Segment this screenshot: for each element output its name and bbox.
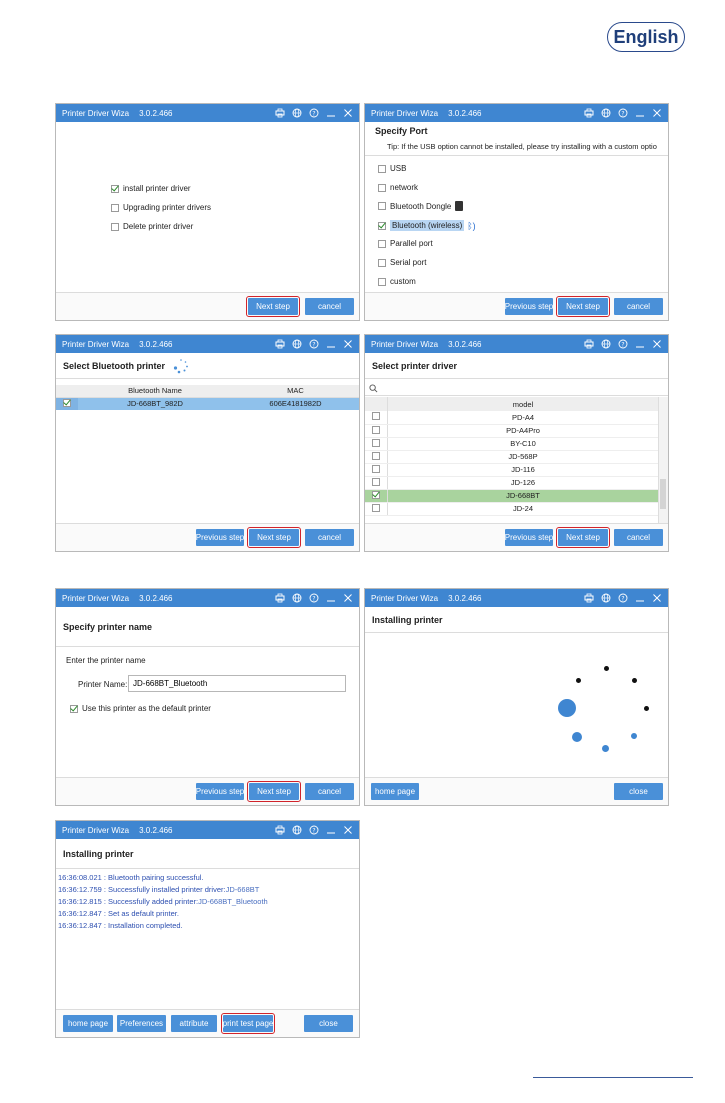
- printer-icon[interactable]: [584, 108, 594, 118]
- svg-text:?: ?: [621, 110, 625, 118]
- checkbox[interactable]: [378, 222, 386, 230]
- minimize-icon[interactable]: [326, 825, 336, 835]
- log-line: 16:36:12.759 : Successfully installed printer driver:JD-668BT: [58, 885, 260, 894]
- globe-icon[interactable]: [601, 339, 611, 349]
- button-bar: [56, 523, 359, 551]
- window-select-bluetooth: [55, 334, 360, 552]
- svg-text:?: ?: [312, 827, 316, 835]
- column-header: MAC: [232, 385, 359, 397]
- checkbox[interactable]: [378, 278, 386, 286]
- globe-icon[interactable]: [292, 825, 302, 835]
- window-title: Printer Driver Wiza: [62, 339, 130, 349]
- port-custom[interactable]: custom: [378, 277, 416, 286]
- model-cell: JD-24: [388, 502, 659, 515]
- button-bar: [365, 523, 668, 551]
- checkbox[interactable]: [63, 399, 71, 407]
- bluetooth-table: [56, 385, 359, 410]
- close-icon[interactable]: [343, 339, 353, 349]
- printer-name-input[interactable]: [128, 675, 346, 692]
- checkbox[interactable]: [378, 259, 386, 267]
- window-select-driver: [364, 334, 669, 552]
- scrollbar[interactable]: [658, 397, 668, 525]
- home-page-button[interactable]: home page: [63, 1015, 113, 1032]
- version-label: 3.0.2.466: [448, 593, 482, 603]
- svg-text:?: ?: [621, 595, 625, 603]
- next-step-button[interactable]: Next step: [249, 529, 299, 546]
- printer-name-label: Printer Name:: [78, 680, 128, 689]
- footer-divider: [533, 1077, 693, 1078]
- globe-icon[interactable]: [292, 339, 302, 349]
- button-bar: [56, 1009, 359, 1037]
- divider: [365, 155, 668, 156]
- minimize-icon[interactable]: [326, 339, 336, 349]
- table-row[interactable]: [365, 437, 658, 450]
- window-title: Printer Driver Wiza: [371, 339, 439, 349]
- model-cell: JD-668BT: [388, 489, 659, 502]
- button-bar: [365, 292, 668, 320]
- default-printer-option[interactable]: Use this printer as the default printer: [70, 704, 211, 713]
- section-heading: Specify Port: [375, 126, 428, 136]
- help-icon[interactable]: [309, 339, 319, 349]
- svg-text:?: ?: [312, 341, 316, 349]
- window-install-options: [55, 103, 360, 321]
- search-input[interactable]: [365, 383, 668, 396]
- printer-icon[interactable]: [584, 339, 594, 349]
- model-cell: PD-A4Pro: [388, 424, 659, 437]
- model-cell: BY-C10: [388, 437, 659, 450]
- window-title: Printer Driver Wiza: [371, 593, 439, 603]
- table-row[interactable]: [365, 411, 658, 424]
- checkbox[interactable]: [378, 202, 386, 210]
- close-icon[interactable]: [652, 339, 662, 349]
- checkbox[interactable]: [111, 204, 119, 212]
- window-installing: [364, 588, 669, 806]
- version-label: 3.0.2.466: [139, 825, 173, 835]
- section-heading: Specify printer name: [56, 607, 359, 647]
- column-header: model: [512, 399, 534, 409]
- close-icon[interactable]: [343, 108, 353, 118]
- help-icon[interactable]: [309, 825, 319, 835]
- globe-icon[interactable]: [292, 108, 302, 118]
- close-button[interactable]: close: [304, 1015, 353, 1032]
- checkbox[interactable]: [372, 465, 380, 473]
- table-row[interactable]: [56, 397, 359, 410]
- previous-step-button[interactable]: Previous step: [196, 529, 244, 546]
- section-heading: Select printer driver: [365, 353, 668, 379]
- version-label: 3.0.2.466: [448, 108, 482, 118]
- home-page-button[interactable]: home page: [371, 783, 419, 800]
- cancel-button[interactable]: cancel: [305, 298, 354, 315]
- window-title: Printer Driver Wiza: [62, 825, 130, 835]
- title-bar: [365, 104, 668, 122]
- title-bar: [56, 589, 359, 607]
- title-bar: [56, 104, 359, 122]
- table-row[interactable]: [365, 463, 658, 476]
- table-row[interactable]: [365, 450, 658, 463]
- globe-icon[interactable]: [601, 593, 611, 603]
- next-step-button[interactable]: Next step: [558, 298, 608, 315]
- option-upgrade[interactable]: Upgrading printer drivers: [111, 203, 211, 212]
- minimize-icon[interactable]: [635, 593, 645, 603]
- checkbox[interactable]: [372, 504, 380, 512]
- checkbox[interactable]: [378, 240, 386, 248]
- port-parallel[interactable]: Parallel port: [378, 239, 433, 248]
- scrollbar-thumb[interactable]: [660, 479, 666, 509]
- option-delete[interactable]: Delete printer driver: [111, 222, 193, 231]
- version-label: 3.0.2.466: [448, 339, 482, 349]
- close-icon[interactable]: [652, 593, 662, 603]
- checkbox[interactable]: [372, 412, 380, 420]
- printer-icon[interactable]: [275, 339, 285, 349]
- window-specify-port: [364, 103, 669, 321]
- window-install-log: [55, 820, 360, 1038]
- printer-icon[interactable]: [275, 593, 285, 603]
- title-bar: [56, 821, 359, 839]
- globe-icon[interactable]: [601, 108, 611, 118]
- log-line: 16:36:12.815 : Successfully added printer:JD-668BT_Bluetooth: [58, 897, 268, 906]
- language-badge[interactable]: English: [607, 22, 685, 52]
- search-icon: [369, 384, 378, 393]
- printer-icon[interactable]: [275, 108, 285, 118]
- title-bar: [365, 335, 668, 353]
- close-icon[interactable]: [652, 108, 662, 118]
- port-bluetooth-dongle[interactable]: Bluetooth Dongle: [378, 201, 463, 211]
- port-usb[interactable]: USB: [378, 164, 406, 173]
- table-row[interactable]: [365, 502, 658, 515]
- log-line: 16:36:12.847 : Set as default printer.: [58, 909, 179, 918]
- previous-step-button[interactable]: Previous step: [196, 783, 244, 800]
- help-icon[interactable]: [618, 339, 628, 349]
- preferences-button[interactable]: Preferences: [117, 1015, 166, 1032]
- checkbox[interactable]: [378, 184, 386, 192]
- checkbox[interactable]: [378, 165, 386, 173]
- previous-step-button[interactable]: Previous step: [505, 298, 553, 315]
- dongle-icon: [455, 201, 463, 211]
- title-bar: [56, 335, 359, 353]
- loading-spinner-icon: [173, 358, 189, 374]
- svg-text:?: ?: [312, 110, 316, 118]
- globe-icon[interactable]: [292, 593, 302, 603]
- cancel-button[interactable]: cancel: [614, 298, 663, 315]
- bluetooth-name-cell: JD-668BT_982D: [127, 399, 183, 409]
- cancel-button[interactable]: cancel: [305, 783, 354, 800]
- checkbox[interactable]: [372, 478, 380, 486]
- close-icon[interactable]: [343, 593, 353, 603]
- loading-spinner-icon: [365, 633, 668, 779]
- version-label: 3.0.2.466: [139, 593, 173, 603]
- model-cell: JD-116: [388, 463, 659, 476]
- model-cell: JD-568P: [388, 450, 659, 463]
- svg-text:?: ?: [621, 341, 625, 349]
- title-bar: [365, 589, 668, 607]
- log-line: 16:36:12.847 : Installation completed.: [58, 921, 183, 930]
- svg-text:?: ?: [312, 595, 316, 603]
- checkbox[interactable]: [372, 426, 380, 434]
- driver-table: [365, 397, 658, 516]
- mac-cell: 606E4181982D: [269, 399, 322, 409]
- section-heading: Installing printer: [56, 839, 359, 869]
- window-title: Printer Driver Wiza: [62, 108, 130, 118]
- help-icon[interactable]: [309, 108, 319, 118]
- model-cell: PD-A4: [388, 411, 659, 424]
- help-icon[interactable]: [618, 593, 628, 603]
- bluetooth-icon: ᛒ): [467, 220, 476, 231]
- minimize-icon[interactable]: [635, 108, 645, 118]
- cancel-button[interactable]: cancel: [614, 529, 663, 546]
- printer-icon[interactable]: [275, 825, 285, 835]
- button-bar: [56, 777, 359, 805]
- checkbox[interactable]: [372, 491, 380, 499]
- version-label: 3.0.2.466: [139, 339, 173, 349]
- table-row[interactable]: [365, 489, 658, 502]
- option-install[interactable]: install printer driver: [111, 184, 191, 193]
- window-title: Printer Driver Wiza: [62, 593, 130, 603]
- section-heading: Installing printer: [365, 607, 668, 633]
- print-test-page-button[interactable]: print test page: [223, 1015, 273, 1032]
- window-printer-name: [55, 588, 360, 806]
- checkbox[interactable]: [372, 439, 380, 447]
- model-cell: JD-126: [388, 476, 659, 489]
- previous-step-button[interactable]: Previous step: [505, 529, 553, 546]
- table-row[interactable]: [365, 424, 658, 437]
- install-log: [58, 872, 268, 932]
- port-network[interactable]: network: [378, 183, 418, 192]
- button-bar: [365, 777, 668, 805]
- help-icon[interactable]: [618, 108, 628, 118]
- next-step-button[interactable]: Next step: [248, 298, 298, 315]
- close-button[interactable]: close: [614, 783, 663, 800]
- window-title: Printer Driver Wiza: [371, 108, 439, 118]
- prompt-text: Enter the printer name: [66, 656, 146, 665]
- minimize-icon[interactable]: [326, 593, 336, 603]
- cancel-button[interactable]: cancel: [305, 529, 354, 546]
- checkbox[interactable]: [70, 705, 78, 713]
- checkbox[interactable]: [111, 223, 119, 231]
- button-bar: [56, 292, 359, 320]
- log-line: 16:36:08.021 : Bluetooth pairing successful.: [58, 873, 204, 882]
- version-label: 3.0.2.466: [139, 108, 173, 118]
- table-row[interactable]: [365, 476, 658, 489]
- close-icon[interactable]: [343, 825, 353, 835]
- attribute-button[interactable]: attribute: [171, 1015, 217, 1032]
- column-header: Bluetooth Name: [78, 385, 232, 397]
- checkbox[interactable]: [111, 185, 119, 193]
- next-step-button[interactable]: Next step: [249, 783, 299, 800]
- minimize-icon[interactable]: [326, 108, 336, 118]
- help-icon[interactable]: [309, 593, 319, 603]
- section-heading: Select Bluetooth printer: [56, 353, 359, 379]
- checkbox[interactable]: [372, 452, 380, 460]
- minimize-icon[interactable]: [635, 339, 645, 349]
- port-bluetooth-wireless[interactable]: Bluetooth (wireless) ᛒ): [378, 220, 476, 231]
- tip-text: Tip: If the USB option cannot be installed, please try installing with a custom optio: [387, 142, 657, 151]
- next-step-button[interactable]: Next step: [558, 529, 608, 546]
- printer-icon[interactable]: [584, 593, 594, 603]
- port-serial[interactable]: Serial port: [378, 258, 426, 267]
